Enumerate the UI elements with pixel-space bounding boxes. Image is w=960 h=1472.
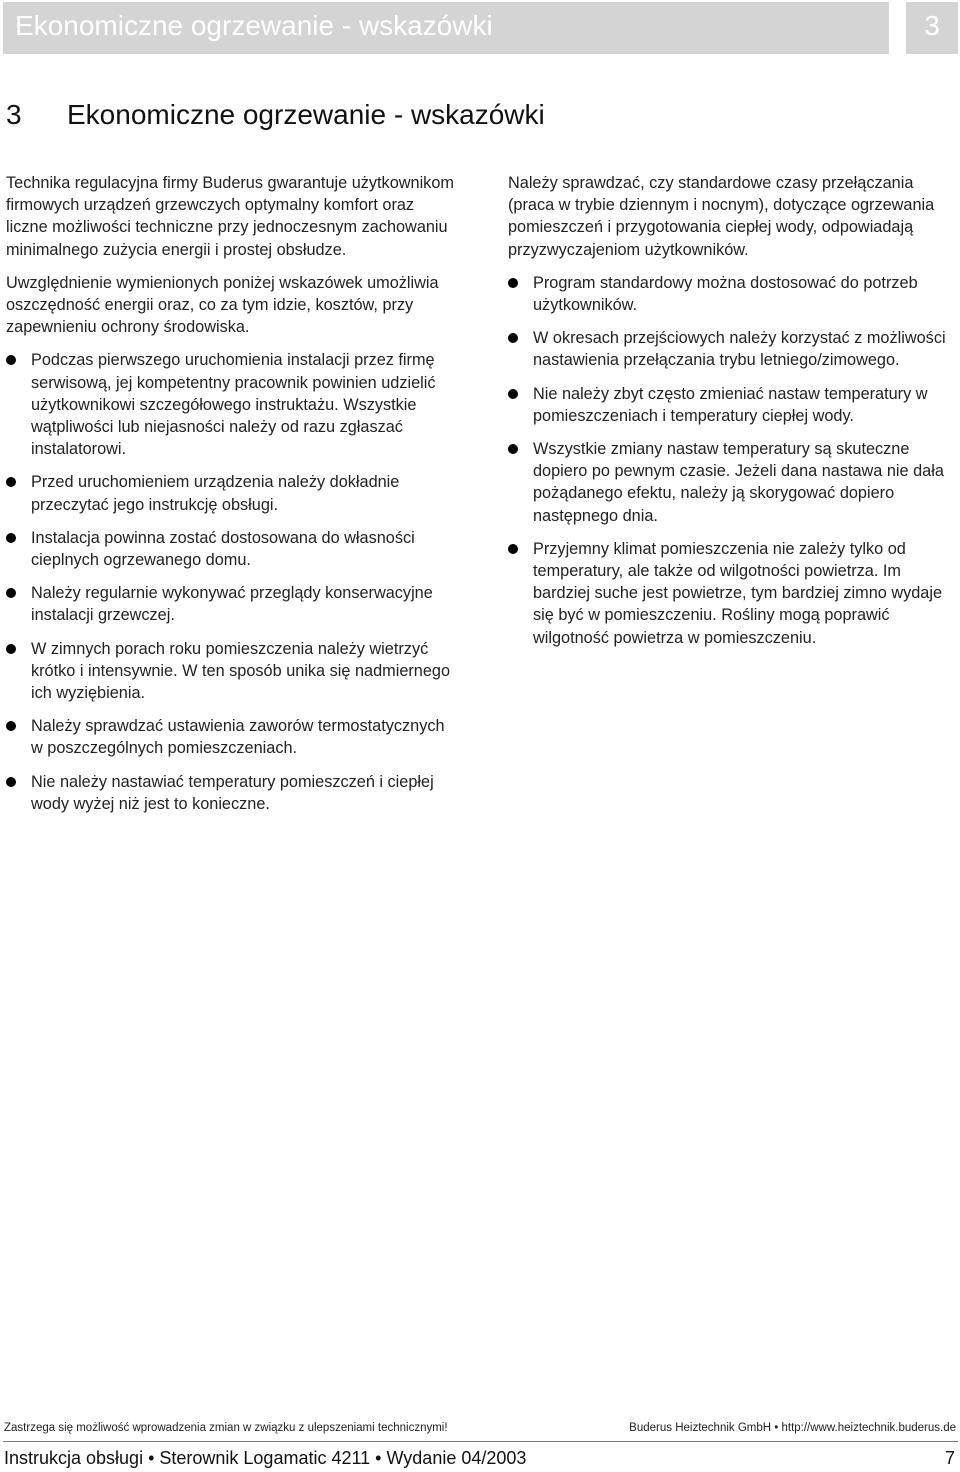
list-item bbox=[6, 582, 456, 626]
list-item bbox=[6, 715, 456, 759]
bullet-icon bbox=[6, 777, 16, 787]
section-heading bbox=[6, 99, 545, 131]
intro-paragraph: Uwzględnienie wymienionych poniżej wskazówek umożliwia oszczędność energii oraz, co za tym idzie, kosztów, przy zapewnieniu ochrony środowiska. bbox=[6, 273, 439, 337]
list-item bbox=[508, 327, 956, 371]
page-number: 7 bbox=[944, 1448, 955, 1468]
list-item-text: W okresach przejściowych należy korzystać z możliwości nastawienia przełączania trybu letniego/zimowego. bbox=[533, 329, 946, 370]
footer-divider bbox=[3, 1441, 958, 1442]
list-item bbox=[508, 383, 956, 427]
bullet-icon bbox=[6, 588, 16, 598]
intro-paragraph: Technika regulacyjna firmy Buderus gwarantuje użytkownikom firmowych urządzeń grzewczych optymalny komfort oraz liczne możliwości techniczne przy jednoczesnym zachowaniu minimalnego zużycia energii i prostej obsłudze. bbox=[6, 174, 454, 259]
bullet-icon bbox=[6, 477, 16, 487]
list-item-text: Wszystkie zmiany nastaw temperatury są skuteczne dopiero po pewnym czasie. Jeżeli dana nastawa nie dała pożądanego efektu, należy ją skorygować dopiero następnego dnia. bbox=[533, 440, 944, 525]
header-chapter-box bbox=[906, 2, 958, 54]
bullet-icon bbox=[508, 444, 518, 454]
section-title: Ekonomiczne ogrzewanie - wskazówki bbox=[67, 99, 545, 130]
header-title: Ekonomiczne ogrzewanie - wskazówki bbox=[15, 10, 493, 41]
list-item bbox=[6, 471, 456, 515]
list-item-text: Nie należy nastawiać temperatury pomieszczeń i ciepłej wody wyżej niż jest to konieczne. bbox=[31, 772, 434, 813]
list-item bbox=[6, 527, 456, 571]
bullet-icon bbox=[508, 544, 518, 554]
list-item bbox=[6, 349, 456, 460]
list-item bbox=[6, 638, 456, 705]
header-bar bbox=[3, 2, 889, 54]
list-item-text: Należy sprawdzać ustawienia zaworów termostatycznych w poszczególnych pomieszczeniach. bbox=[31, 717, 445, 758]
tips-list-left bbox=[6, 349, 456, 815]
list-item bbox=[508, 538, 956, 649]
footer-company: Buderus Heiztechnik GmbH • http://www.heiztechnik.buderus.de bbox=[629, 1422, 956, 1434]
list-item-text: Podczas pierwszego uruchomienia instalacji przez firmę serwisową, jej kompetentny pracownik powinien udzielić użytkownikowi szczegółowego instruktażu. Wszystkie wątpliwości lub niejasności należy od razu zgłaszać instalatorowi. bbox=[31, 351, 436, 459]
footer-disclaimer: Zastrzega się możliwość wprowadzenia zmian w związku z ulepszeniami technicznymi! bbox=[4, 1422, 448, 1434]
list-item-text: Instalacja powinna zostać dostosowana do własności cieplnych ogrzewanego domu. bbox=[31, 528, 415, 570]
list-item bbox=[508, 438, 956, 527]
list-item-text: Należy regularnie wykonywać przeglądy konserwacyjne instalacji grzewczej. bbox=[31, 584, 433, 625]
bullet-icon bbox=[6, 721, 16, 731]
right-column bbox=[508, 172, 956, 660]
intro-paragraph: Należy sprawdzać, czy standardowe czasy przełączania (praca w trybie dziennym i nocnym), dotyczące ogrzewania pomieszczeń i przygotowania ciepłej wody, odpowiadają przyzwyczajeniom użytkowników. bbox=[508, 174, 935, 259]
list-item bbox=[508, 272, 956, 316]
header-chapter-number: 3 bbox=[924, 10, 940, 41]
list-item bbox=[6, 771, 456, 815]
left-column bbox=[6, 172, 456, 826]
bullet-icon bbox=[508, 278, 518, 288]
bullet-icon bbox=[508, 333, 518, 343]
bullet-icon bbox=[6, 533, 16, 543]
tips-list-right bbox=[508, 272, 956, 649]
list-item-text: Program standardowy można dostosować do potrzeb użytkowników. bbox=[533, 273, 918, 315]
bullet-icon bbox=[508, 389, 518, 399]
bullet-icon bbox=[6, 355, 16, 365]
footer-document-title: Instrukcja obsługi • Sterownik Logamatic 4211 • Wydanie 04/2003 bbox=[4, 1448, 527, 1468]
list-item-text: Przed uruchomieniem urządzenia należy dokładnie przeczytać jego instrukcję obsługi. bbox=[31, 473, 400, 514]
bullet-icon bbox=[6, 644, 16, 654]
list-item-text: Przyjemny klimat pomieszczenia nie zależy tylko od temperatury, ale także od wilgotności powietrza. Im bardziej suche jest powietrze, tym bardziej zimno wydaje się być w pomieszczeniu. Rośliny mogą poprawić wilgotność powietrza w pomieszczeniu. bbox=[533, 539, 943, 647]
list-item-text: Nie należy zbyt często zmieniać nastaw temperatury w pomieszczeniach i temperatury ciepłej wody. bbox=[533, 384, 928, 425]
list-item-text: W zimnych porach roku pomieszczenia należy wietrzyć krótko i intensywnie. W ten sposób unika się nadmiernego ich wyziębienia. bbox=[31, 639, 451, 703]
section-number: 3 bbox=[6, 99, 22, 130]
